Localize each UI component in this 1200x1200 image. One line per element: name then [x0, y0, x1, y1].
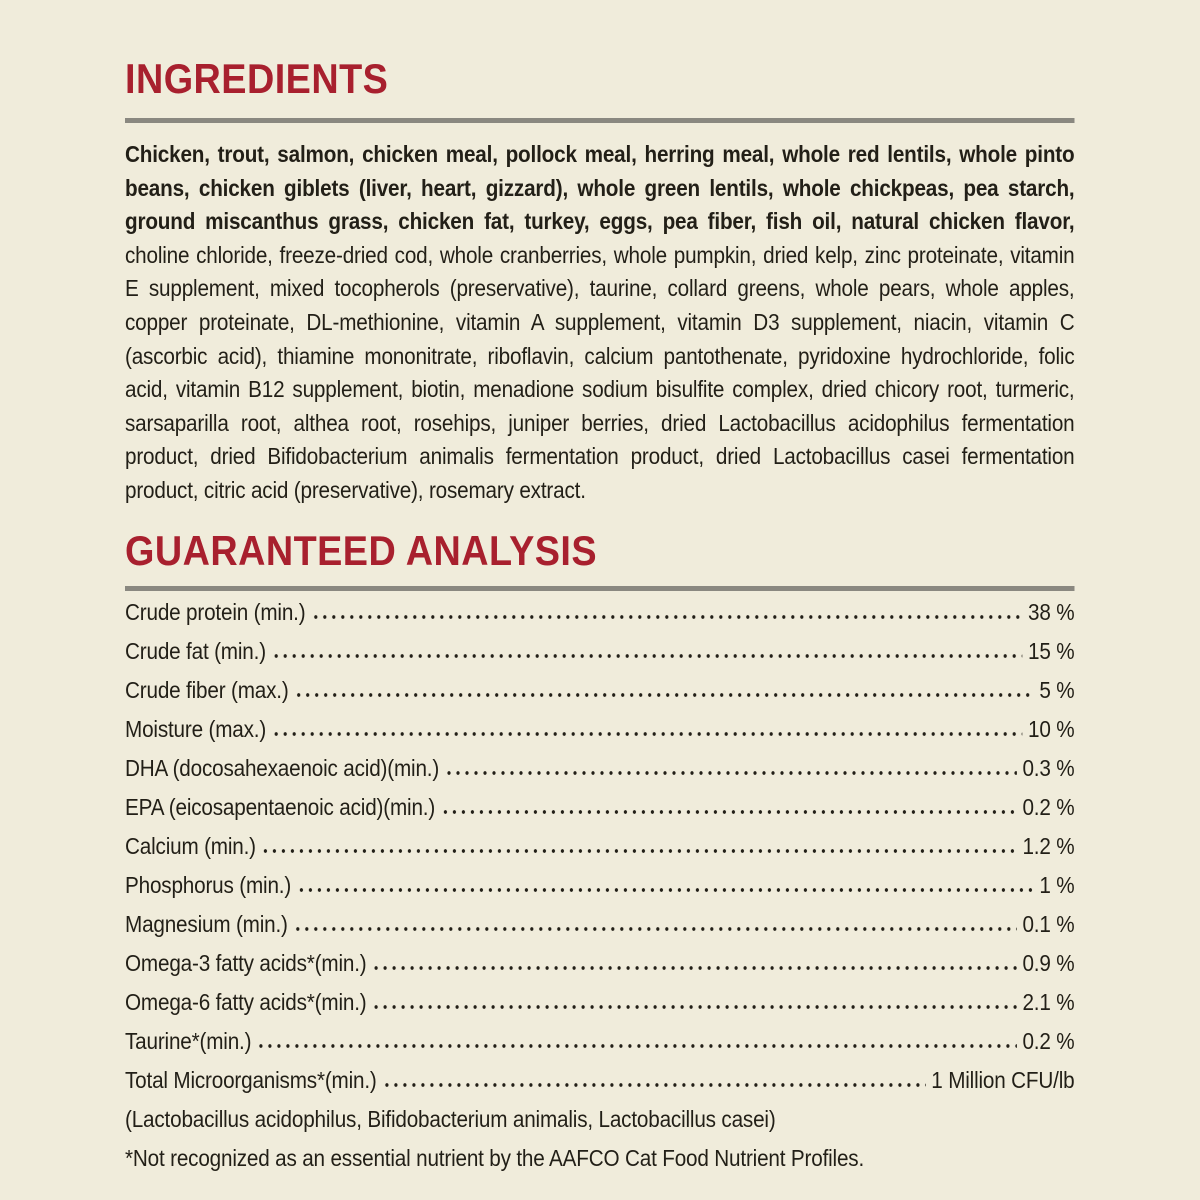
- analysis-row-label: Magnesium (min.): [125, 910, 288, 937]
- dot-leader: [296, 887, 1033, 893]
- guaranteed-analysis-title: GUARANTEED ANALYSIS: [125, 526, 598, 574]
- analysis-row-value: 15 %: [1028, 637, 1075, 664]
- analysis-row-label: Crude protein (min.): [125, 598, 306, 625]
- analysis-row-value: 38 %: [1028, 598, 1075, 625]
- analysis-row-label: EPA (eicosapentaenoic acid)(min.): [125, 793, 436, 820]
- analysis-row: [125, 911, 1075, 950]
- dot-leader: [311, 614, 1023, 620]
- analysis-row: [125, 1028, 1075, 1067]
- analysis-row-label: Crude fat (min.): [125, 637, 266, 664]
- analysis-row-value: 0.2 %: [1022, 1027, 1075, 1054]
- analysis-row-value: 0.3 %: [1022, 754, 1075, 781]
- analysis-row-value: 10 %: [1028, 715, 1075, 742]
- analysis-row: [125, 794, 1075, 833]
- dot-leader: [372, 1004, 1017, 1010]
- analysis-row: [125, 677, 1075, 716]
- analysis-row-label: Omega-6 fatty acids*(min.): [125, 988, 367, 1015]
- analysis-row-label: Phosphorus (min.): [125, 871, 292, 898]
- aafco-footnote: *Not recognized as an essential nutrient by the AAFCO Cat Food Nutrient Profiles.: [125, 1144, 865, 1171]
- analysis-row-value: 2.1 %: [1022, 988, 1075, 1015]
- label-content: [125, 0, 1075, 1184]
- dot-leader: [293, 926, 1017, 932]
- dot-leader: [382, 1082, 926, 1088]
- analysis-row: [125, 950, 1075, 989]
- analysis-row-value: 0.9 %: [1022, 949, 1075, 976]
- divider: [125, 586, 1075, 591]
- dot-leader: [271, 731, 1022, 737]
- microorganisms-detail: (Lactobacillus acidophilus, Bifidobacterium animalis, Lactobacillus casei): [125, 1105, 776, 1132]
- analysis-row: [125, 755, 1075, 794]
- analysis-row-label: DHA (docosahexaenoic acid)(min.): [125, 754, 440, 781]
- guaranteed-analysis-table: [125, 599, 1075, 1184]
- analysis-row-label: Calcium (min.): [125, 832, 256, 859]
- analysis-row-value: 5 %: [1039, 676, 1075, 703]
- ingredients-text-primary: Chicken, trout, salmon, chicken meal, pollock meal, herring meal, whole red lentils, whole pinto beans, chicken giblets (liver, heart, gizzard), whole green lentils, whole chickpeas, pea starch, ground miscanthus grass, chicken fat, turkey, eggs, pea fiber, fish oil, natural chicken flavor,: [125, 141, 1075, 235]
- dot-leader: [444, 770, 1017, 776]
- analysis-row: [125, 872, 1075, 911]
- dot-leader: [372, 965, 1017, 971]
- dot-leader: [257, 1043, 1017, 1049]
- dot-leader: [261, 848, 1017, 854]
- analysis-row-value: 1 %: [1039, 871, 1075, 898]
- ingredients-text: [125, 138, 1075, 508]
- analysis-row: [125, 716, 1075, 755]
- analysis-row-label: Omega-3 fatty acids*(min.): [125, 949, 367, 976]
- analysis-row-value: 0.2 %: [1022, 793, 1075, 820]
- analysis-row: [125, 638, 1075, 677]
- analysis-row-label: Taurine*(min.): [125, 1027, 252, 1054]
- analysis-row-label: Moisture (max.): [125, 715, 267, 742]
- divider: [125, 118, 1075, 123]
- analysis-row: [125, 1067, 1075, 1106]
- analysis-row-value: 1 Million CFU/lb: [931, 1066, 1075, 1093]
- analysis-row-label: Crude fiber (max.): [125, 676, 289, 703]
- dot-leader: [440, 809, 1017, 815]
- analysis-row-value: 1.2 %: [1022, 832, 1075, 859]
- dot-leader: [294, 692, 1034, 698]
- analysis-row-value: 0.1 %: [1022, 910, 1075, 937]
- ingredients-title: INGREDIENTS: [125, 55, 389, 102]
- ingredients-text-secondary: choline chloride, freeze-dried cod, whole cranberries, whole pumpkin, dried kelp, zinc proteinate, vitamin E supplement, mixed tocopherols (preservative), taurine, collard greens, whole pears, whole apples, copper proteinate, DL-methionine, vitamin A supplement, vitamin D3 supplement, niacin, vitamin C (ascorbic acid), thiamine mononitrate, riboflavin, calcium pantothenate, pyridoxine hydrochloride, folic acid, vitamin B12 supplement, biotin, menadione sodium bisulfite complex, dried chicory root, turmeric, sarsaparilla root, althea root, rosehips, juniper berries, dried Lactobacillus acidophilus fermentation product, dried Bifidobacterium animalis fermentation product, dried Lactobacillus casei fermentation product, citric acid (preservative), rosemary extract.: [125, 241, 1075, 503]
- analysis-row: [125, 833, 1075, 872]
- analysis-row: [125, 599, 1075, 638]
- analysis-row-label: Total Microorganisms*(min.): [125, 1066, 377, 1093]
- analysis-row: [125, 989, 1075, 1028]
- dot-leader: [271, 653, 1022, 659]
